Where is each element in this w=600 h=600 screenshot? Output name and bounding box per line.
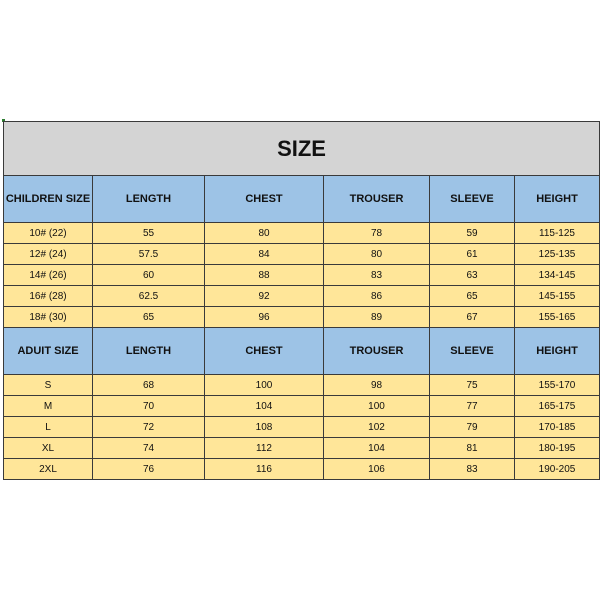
adult-cell-sleeve: 81: [430, 438, 515, 459]
adult-header-length: LENGTH: [93, 328, 205, 375]
adult-cell-chest: 108: [205, 417, 324, 438]
adult-header-size: ADUIT SIZE: [4, 328, 93, 375]
children-row: [4, 307, 600, 328]
size-table: [3, 121, 600, 480]
adult-cell-height: 170-185: [515, 417, 600, 438]
adult-cell-sleeve: 83: [430, 459, 515, 480]
adult-cell-length: 72: [93, 417, 205, 438]
children-row: [4, 223, 600, 244]
adult-row: [4, 375, 600, 396]
adult-header-sleeve: SLEEVE: [430, 328, 515, 375]
children-cell-length: 65: [93, 307, 205, 328]
children-cell-trouser: 80: [324, 244, 430, 265]
adult-cell-sleeve: 75: [430, 375, 515, 396]
adult-row: [4, 396, 600, 417]
adult-cell-size: S: [4, 375, 93, 396]
children-cell-sleeve: 67: [430, 307, 515, 328]
adult-row: [4, 417, 600, 438]
children-cell-sleeve: 65: [430, 286, 515, 307]
chart-title: SIZE: [4, 122, 600, 176]
children-cell-height: 115-125: [515, 223, 600, 244]
children-cell-size: 16# (28): [4, 286, 93, 307]
adult-cell-trouser: 106: [324, 459, 430, 480]
children-header-trouser: TROUSER: [324, 176, 430, 223]
adult-header-height: HEIGHT: [515, 328, 600, 375]
adult-cell-length: 70: [93, 396, 205, 417]
children-cell-sleeve: 61: [430, 244, 515, 265]
adult-cell-sleeve: 77: [430, 396, 515, 417]
adult-cell-chest: 116: [205, 459, 324, 480]
children-cell-trouser: 78: [324, 223, 430, 244]
adult-cell-sleeve: 79: [430, 417, 515, 438]
children-header-row: [4, 176, 600, 223]
adult-cell-chest: 100: [205, 375, 324, 396]
adult-cell-height: 180-195: [515, 438, 600, 459]
children-row: [4, 265, 600, 286]
children-header-size: CHILDREN SIZE: [4, 176, 93, 223]
adult-cell-trouser: 104: [324, 438, 430, 459]
children-cell-length: 60: [93, 265, 205, 286]
title-row: [4, 122, 600, 176]
adult-cell-length: 74: [93, 438, 205, 459]
adult-cell-trouser: 98: [324, 375, 430, 396]
adult-header-chest: CHEST: [205, 328, 324, 375]
adult-cell-height: 190-205: [515, 459, 600, 480]
children-cell-chest: 92: [205, 286, 324, 307]
children-cell-height: 155-165: [515, 307, 600, 328]
children-row: [4, 286, 600, 307]
adult-cell-size: M: [4, 396, 93, 417]
adult-header-row: [4, 328, 600, 375]
children-cell-chest: 80: [205, 223, 324, 244]
adult-cell-size: XL: [4, 438, 93, 459]
children-cell-chest: 96: [205, 307, 324, 328]
children-header-height: HEIGHT: [515, 176, 600, 223]
children-cell-size: 10# (22): [4, 223, 93, 244]
children-cell-trouser: 86: [324, 286, 430, 307]
adult-cell-length: 68: [93, 375, 205, 396]
children-cell-length: 57.5: [93, 244, 205, 265]
children-cell-height: 134-145: [515, 265, 600, 286]
children-header-chest: CHEST: [205, 176, 324, 223]
adult-cell-trouser: 102: [324, 417, 430, 438]
children-cell-trouser: 89: [324, 307, 430, 328]
children-cell-size: 14# (26): [4, 265, 93, 286]
adult-cell-size: L: [4, 417, 93, 438]
children-cell-size: 18# (30): [4, 307, 93, 328]
adult-header-trouser: TROUSER: [324, 328, 430, 375]
adult-row: [4, 438, 600, 459]
children-cell-sleeve: 59: [430, 223, 515, 244]
children-header-sleeve: SLEEVE: [430, 176, 515, 223]
adult-cell-trouser: 100: [324, 396, 430, 417]
children-cell-chest: 84: [205, 244, 324, 265]
children-cell-sleeve: 63: [430, 265, 515, 286]
adult-cell-length: 76: [93, 459, 205, 480]
children-cell-trouser: 83: [324, 265, 430, 286]
children-cell-height: 125-135: [515, 244, 600, 265]
children-header-length: LENGTH: [93, 176, 205, 223]
adult-cell-height: 155-170: [515, 375, 600, 396]
children-cell-length: 62.5: [93, 286, 205, 307]
children-cell-height: 145-155: [515, 286, 600, 307]
children-row: [4, 244, 600, 265]
adult-cell-size: 2XL: [4, 459, 93, 480]
adult-cell-height: 165-175: [515, 396, 600, 417]
children-cell-size: 12# (24): [4, 244, 93, 265]
adult-row: [4, 459, 600, 480]
size-chart: [3, 121, 599, 480]
adult-cell-chest: 112: [205, 438, 324, 459]
children-cell-chest: 88: [205, 265, 324, 286]
adult-cell-chest: 104: [205, 396, 324, 417]
children-cell-length: 55: [93, 223, 205, 244]
